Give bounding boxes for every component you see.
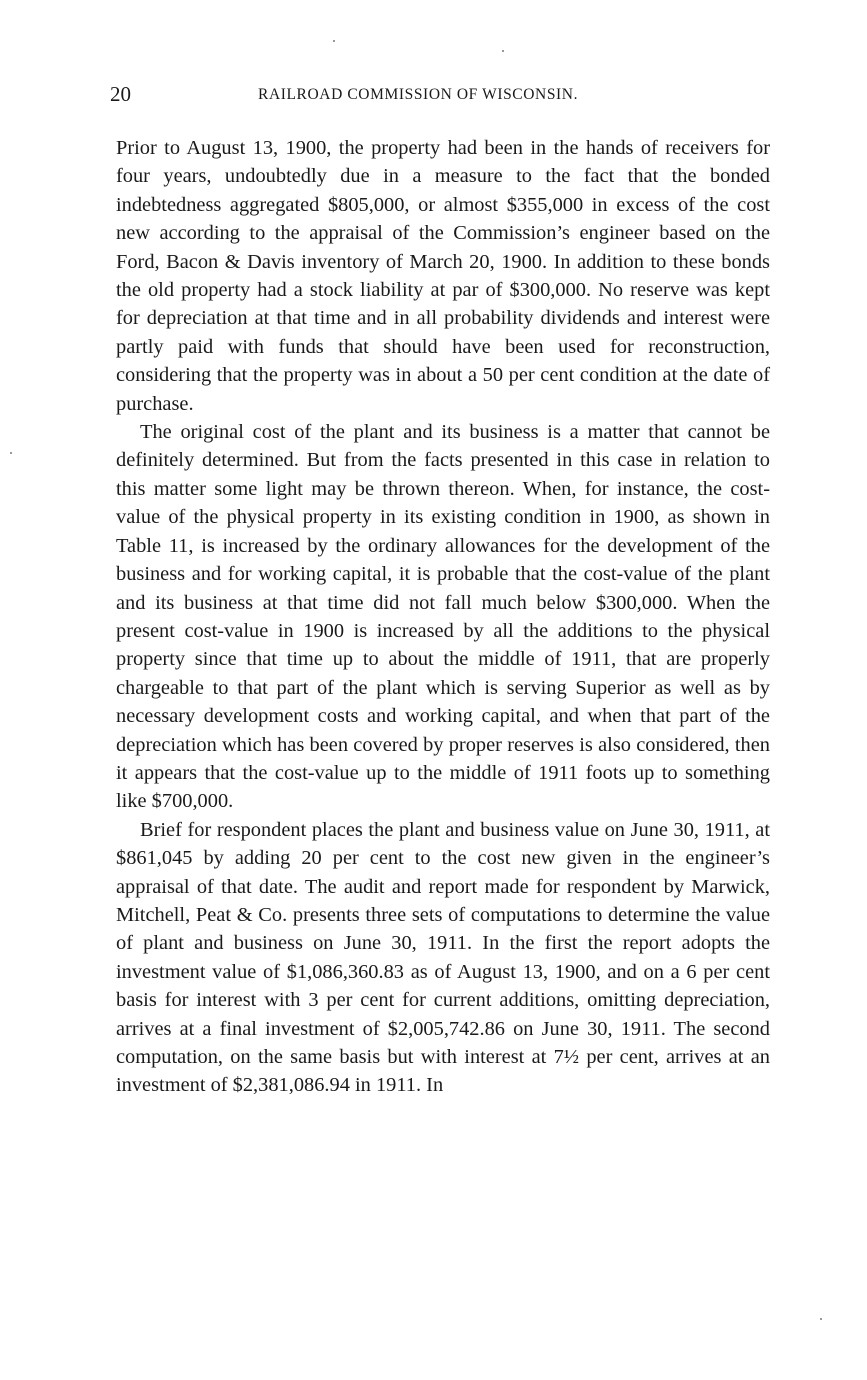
paragraph: Brief for respondent places the plant and business value on June 30, 1911, at $861,045 by adding 20 per cent to the cost new given in the engineer’s appraisal of that date. The audit and report made for respondent by Marwick, Mitchell, Peat & Co. presents three sets of computations to determine the value of plant and business on June 30, 1911. In the first the report adopts the investment value of $1,086,360.83 as of August 13, 1900, and on a 6 per cent basis for interest with 3 per cent for current additions, omitting depreciation, arrives at a final investment of $2,005,742.86 on June 30, 1911. The second computation, on the same basis but with interest at 7½ per cent, arrives at an investment of $2,381,086.94 in 1911. In xyxy=(116,818,770,1097)
paragraph: The original cost of the plant and its business is a matter that cannot be definitely determined. But from the facts presented in this case in relation to this matter some light may be thrown thereon. When, for instance, the cost-value of the physical property in its existing condition in 1900, as shown in Table 11, is increased by the ordinary allowances for the development of the business and for working capital, it is probable that the cost-value of the plant and its business at that time did not fall much below $300,000. When the present cost-value in 1900 is increased by all the additions to the physical property since that time up to about the middle of 1911, that are properly chargeable to that part of the plant which is serving Superior as well as by necessary development costs and working capital, and when that part of the depreciation which has been covered by proper reserves is also considered, then it appears that the cost-value up to the middle of 1911 foots up to something like $700,000. xyxy=(116,421,770,813)
scan-speck xyxy=(502,50,504,52)
scan-speck xyxy=(820,1318,822,1320)
scan-speck xyxy=(10,452,12,454)
scan-speck xyxy=(333,40,335,42)
page-number: 20 xyxy=(110,82,131,106)
body-text xyxy=(116,134,770,1100)
running-head xyxy=(110,80,770,108)
paragraph: Prior to August 13, 1900, the property had been in the hands of receivers for four years, undoubtedly due in a measure to the fact that the bonded indebtedness aggregated $805,000, or almost $355,000 in excess of the cost new according to the appraisal of the Commission’s engineer based on the Ford, Bacon & Davis inventory of March 20, 1900. In addition to these bonds the old property had a stock liability at par of $300,000. No reserve was kept for depreciation at that time and in all probability dividends and interest were partly paid with funds that should have been used for reconstruction, considering that the property was in about a 50 per cent condition at the date of purchase. xyxy=(116,137,770,415)
running-title: RAILROAD COMMISSION OF WISCONSIN. xyxy=(258,86,579,103)
